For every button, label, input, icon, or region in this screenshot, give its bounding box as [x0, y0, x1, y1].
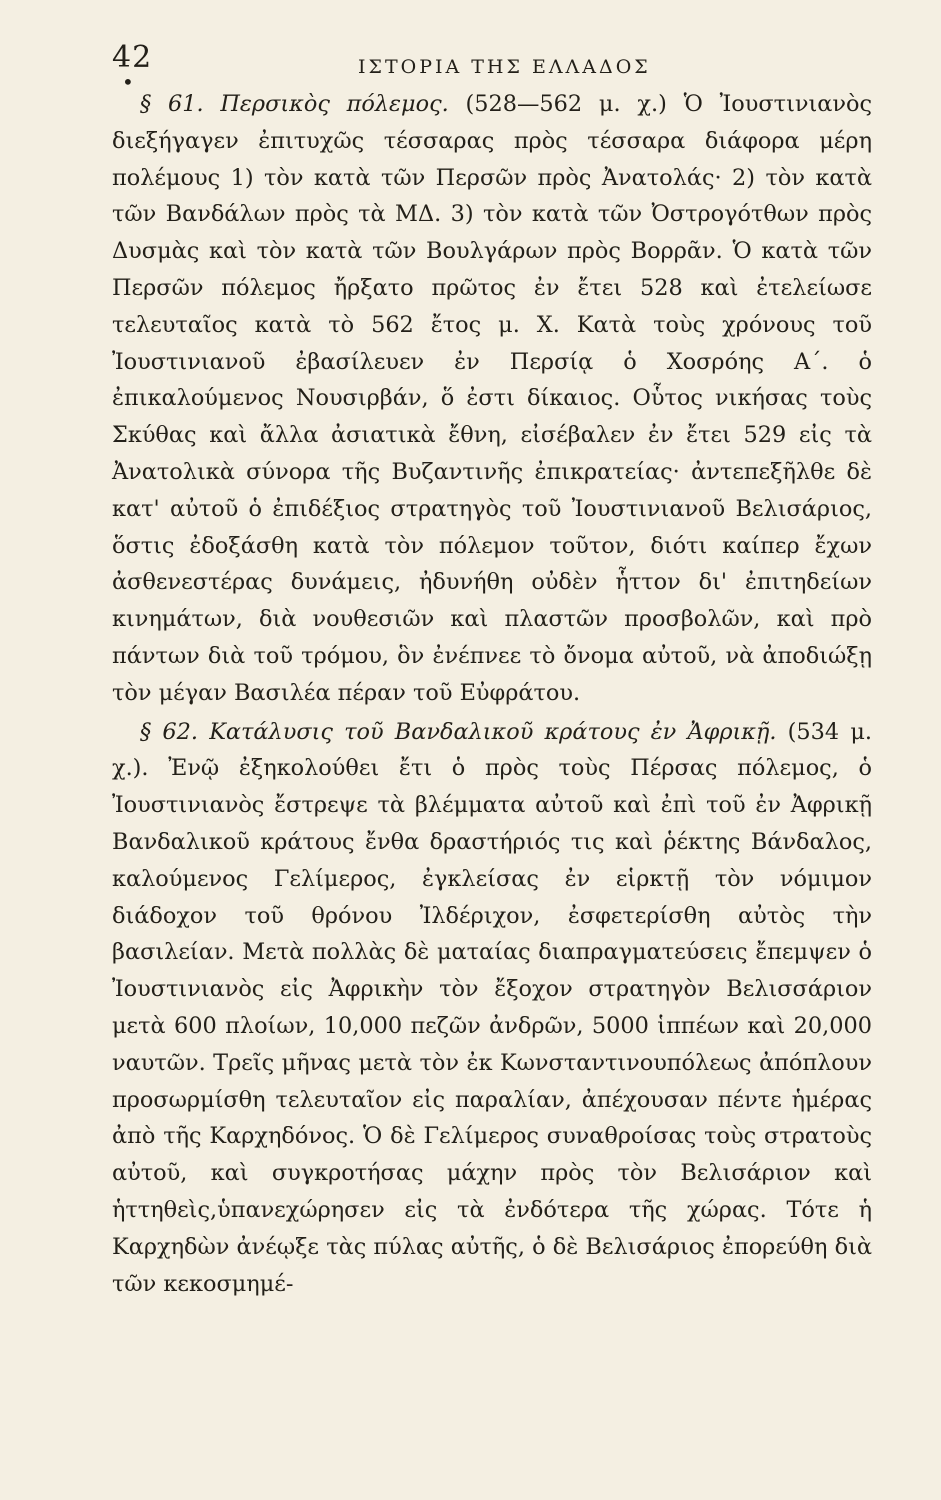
section-62-number: § 62.	[140, 718, 198, 745]
section-62-text: (534 μ. χ.). Ἐνῷ ἐξηκολούθει ἔτι ὁ πρὸς τοὺς Πέρσας πόλεμος, ὁ Ἰουστινιανὸς ἔστρεψε τὰ βλέμματα αὐτοῦ καὶ ἐπὶ τοῦ ἐν Ἀφρικῇ Βανδαλικοῦ κράτους ἔνθα δραστήριός τις καὶ ῥέκτης Βάνδαλος, καλούμενος Γελίμερος, ἐγκλείσας ἐν εἱρκτῇ τὸν νόμιμον διάδοχον τοῦ θρόνου Ἰλδέριχον, ἐσφετερίσθη αὐτὸς τὴν βασιλείαν. Μετὰ πολλὰς δὲ ματαίας διαπραγματεύσεις ἔπεμψεν ὁ Ἰουστινιανὸς εἰς Ἀφρικὴν τὸν ἔξοχον στρατηγὸν Βελισσάριον μετὰ 600 πλοίων, 10,000 πεζῶν ἀνδρῶν, 5000 ἱππέων καὶ 20,000 ναυτῶν. Τρεῖς μῆνας μετὰ τὸν ἐκ Κωνσταντινουπόλεως ἀπόπλουν προσωρμίσθη τελευταῖον εἰς παραλίαν, ἀπέχουσαν πέντε ἡμέρας ἀπὸ τῆς Καρχηδόνος. Ὁ δὲ Γελίμερος συναθροίσας τοὺς στρατοὺς αὐτοῦ, καὶ συγκροτήσας μάχην πρὸς τὸν Βελισάριον καὶ ἡττηθεὶς,ὑπανεχώρησεν εἰς τὰ ἐνδότερα τῆς χώρας. Τότε ἡ Καρχηδὼν ἀνέῳξε τὰς πύλας αὐτῆς, ὁ δὲ Βελισάριος ἐπορεύθη διὰ τῶν κεκοσμημέ-	[112, 718, 872, 1297]
running-title: ΙΣΤΟΡΙΑ ΤΗΣ ΕΛΛΑΔΟΣ	[358, 56, 651, 78]
section-62-paragraph	[112, 714, 872, 1303]
section-61-paragraph	[112, 86, 872, 712]
section-62-title: Κατάλυσις τοῦ Βανδαλικοῦ κράτους ἐν Ἀφρικῇ.	[209, 718, 777, 745]
section-61-text: (528—562 μ. χ.) Ὁ Ἰουστινιανὸς διεξήγαγεν ἐπιτυχῶς τέσσαρας πρὸς τέσσαρα διάφορα μέρη πολέμους 1) τὸν κατὰ τῶν Περσῶν πρὸς Ἀνατολάς· 2) τὸν κατὰ τῶν Βανδάλων πρὸς τὰ ΜΔ. 3) τὸν κατὰ τῶν Ὀστρογότθων πρὸς Δυσμὰς καὶ τὸν κατὰ τῶν Βουλγάρων πρὸς Βορρᾶν. Ὁ κατὰ τῶν Περσῶν πόλεμος ἤρξατο πρῶτος ἐν ἔτει 528 καὶ ἐτελείωσε τελευταῖος κατὰ τὸ 562 ἔτος μ. Χ. Κατὰ τοὺς χρόνους τοῦ Ἰουστινιανοῦ ἐβασίλευεν ἐν Περσίᾳ ὁ Χοσρόης Α΄. ὁ ἐπικαλούμενος Νουσιρβάν, ὅ ἐστι δίκαιος. Οὗτος νικήσας τοὺς Σκύθας καὶ ἄλλα ἀσιατικὰ ἔθνη, εἰσέβαλεν ἐν ἔτει 529 εἰς τὰ Ἀνατολικὰ σύνορα τῆς Βυζαντινῆς ἐπικρατείας· ἀντεπεξῆλθε δὲ κατ' αὐτοῦ ὁ ἐπιδέξιος στρατηγὸς τοῦ Ἰουστινιανοῦ Βελισάριος, ὅστις ἐδοξάσθη κατὰ τὸν πόλεμον τοῦτον, διότι καίπερ ἔχων ἀσθενεστέρας δυνάμεις, ἠδυνήθη οὐδὲν ἧττον δι' ἐπιτηδείων κινημάτων, διὰ νουθεσιῶν καὶ πλαστῶν προσβολῶν, καὶ πρὸ πάντων διὰ τοῦ τρόμου, ὃν ἐνέπνεε τὸ ὄνομα αὐτοῦ, νὰ ἀποδιώξῃ τὸν μέγαν Βασιλέα πέραν τοῦ Εὐφράτου.	[112, 91, 872, 706]
section-61-number: § 61.	[140, 91, 204, 117]
ink-dot: •	[122, 70, 134, 94]
body-text	[112, 86, 872, 1302]
page-number: 42	[112, 40, 153, 75]
section-61-title: Περσικὸς πόλεμος.	[220, 91, 449, 117]
